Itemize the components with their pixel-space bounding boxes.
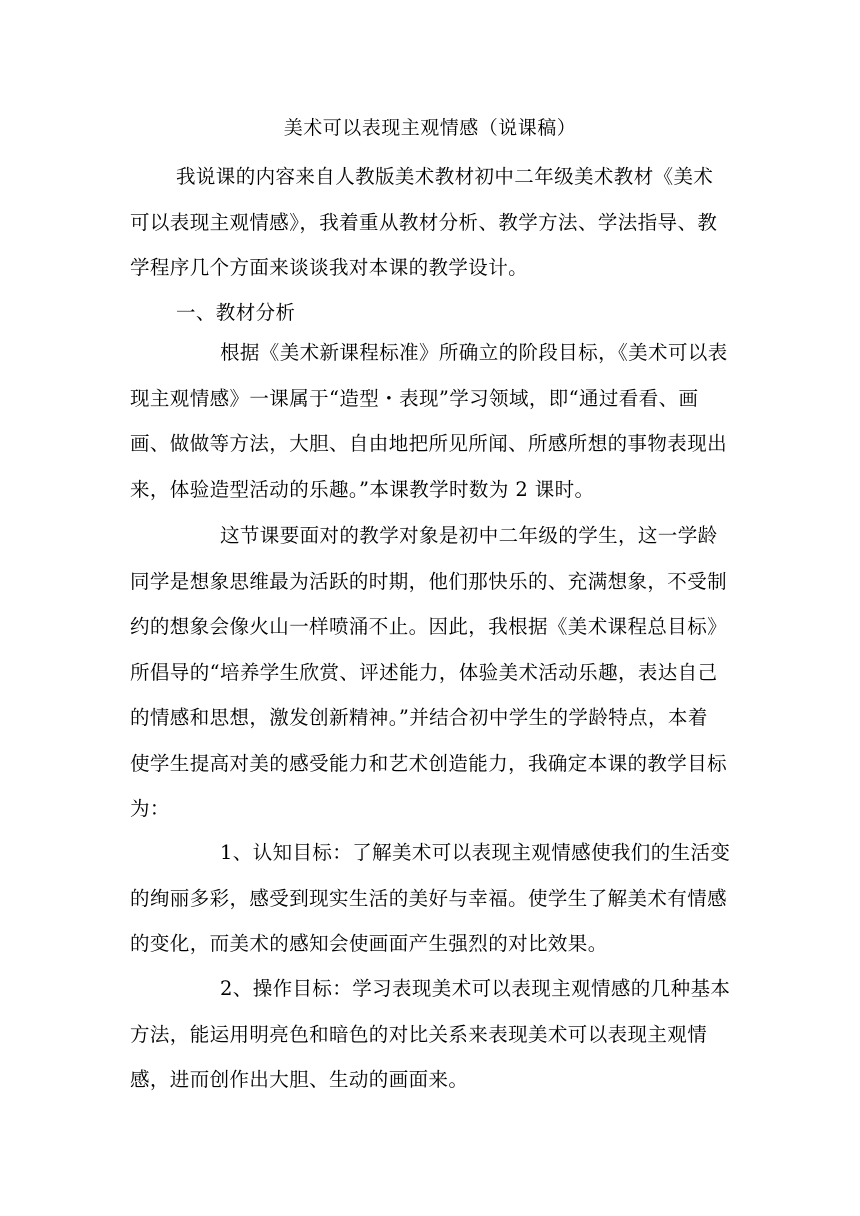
cognitive-goal-line-1: 1、认知目标：了解美术可以表现主观情感使我们的生活变 [220, 841, 731, 864]
students-line-3: 约的想象会像火山一样喷涌不止。因此，我根据《美术课程总目标》 [130, 615, 728, 638]
operation-goal-line-1: 2、操作目标：学习表现美术可以表现主观情感的几种基本 [220, 977, 731, 1000]
students-line-5: 的情感和思想，激发创新精神。”并结合初中学生的学龄特点，本着 [130, 706, 708, 729]
intro-line-1: 我说课的内容来自人教版美术教材初中二年级美术教材《美术 [176, 165, 714, 188]
students-line-4: 所倡导的“培养学生欣赏、评述能力，体验美术活动乐趣，表达自己 [130, 660, 718, 684]
intro-paragraph [130, 154, 732, 291]
students-line-1: 这节课要面对的教学对象是初中二年级的学生，这一学龄 [220, 524, 718, 547]
operation-goal-paragraph [130, 966, 732, 1103]
intro-line-2: 可以表现主观情感》，我着重从教材分析、教学方法、学法指导、教 [130, 210, 718, 234]
cognitive-goal-line-3: 的变化，而美术的感知会使画面产生强烈的对比效果。 [130, 932, 608, 955]
intro-line-3: 学程序几个方面来谈谈我对本课的教学设计。 [130, 256, 529, 279]
document-title: 美术可以表现主观情感（说课稿） [283, 117, 577, 139]
cognitive-goal-paragraph [130, 830, 732, 967]
curriculum-line-3: 画、做做等方法，大胆、自由地把所见所闻、所感所想的事物表现出 [130, 432, 728, 455]
operation-goal-line-2: 方法，能运用明亮色和暗色的对比关系来表现美术可以表现主观情 [130, 1022, 708, 1046]
students-line-2: 同学是想象思维最为活跃的时期，他们那快乐的、充满想象，不受制 [130, 569, 728, 593]
operation-goal-line-3: 感，进而创作出大胆、生动的画面来。 [130, 1068, 469, 1091]
cognitive-goal-line-2: 的绚丽多彩，感受到现实生活的美好与幸福。使学生了解美术有情感 [130, 886, 728, 910]
curriculum-paragraph [130, 330, 732, 512]
students-paragraph [130, 513, 732, 832]
students-line-7: 为： [130, 797, 170, 820]
curriculum-line-4: 来，体验造型活动的乐趣。”本课教学时数为 2 课时。 [130, 477, 595, 501]
students-line-6: 使学生提高对美的感受能力和艺术创造能力，我确定本课的教学目标 [130, 751, 728, 775]
section-heading-materials-analysis: 一、教材分析 [176, 301, 296, 324]
curriculum-line-1: 根据《美术新课程标准》所确立的阶段目标，《美术可以表 [220, 341, 728, 364]
curriculum-line-2: 现主观情感》一课属于“造型・表现”学习领域，即“通过看看、画 [130, 386, 699, 410]
